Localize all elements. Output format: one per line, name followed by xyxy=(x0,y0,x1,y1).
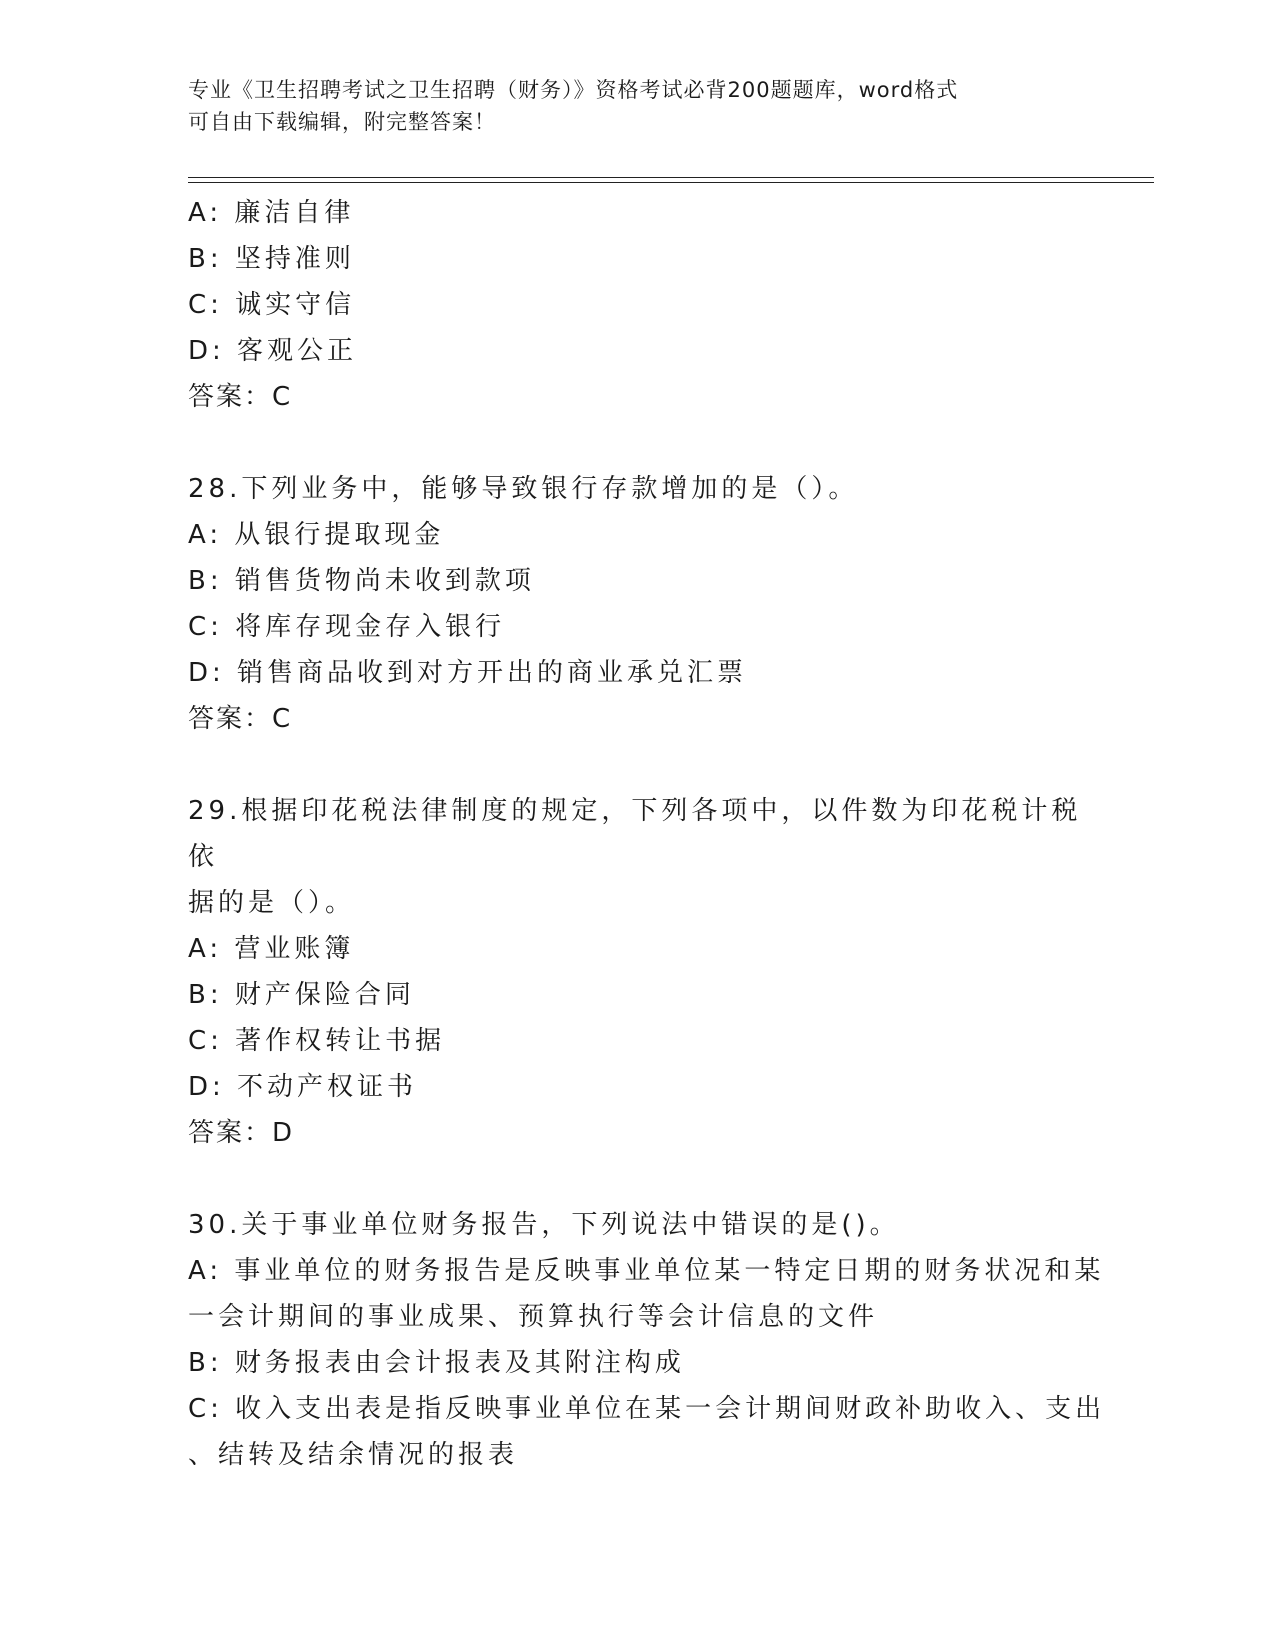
option-c: C: 将库存现金存入银行 xyxy=(188,612,506,642)
question-30 xyxy=(188,1202,1106,1478)
option-b: B: 坚持准则 xyxy=(188,244,355,274)
option-a: A: 从银行提取现金 xyxy=(188,520,445,550)
option-b: B: 销售货物尚未收到款项 xyxy=(188,566,535,596)
option-a-line-2: 一会计期间的事业成果、预算执行等会计信息的文件 xyxy=(188,1302,879,1332)
option-c-line-1: C: 收入支出表是指反映事业单位在某一会计期间财政补助收入、支出 xyxy=(188,1394,1106,1424)
answer: 答案：D xyxy=(188,1118,295,1148)
question-text: 28.下列业务中，能够导致银行存款增加的是（）。 xyxy=(188,474,859,504)
question-29 xyxy=(188,788,1088,1156)
question-text-line-1: 29.根据印花税法律制度的规定，下列各项中，以件数为印花税计税依 xyxy=(188,796,1082,872)
option-b: B: 财务报表由会计报表及其附注构成 xyxy=(188,1348,685,1378)
option-d: D: 不动产权证书 xyxy=(188,1072,418,1102)
header-line-1: 专业《卫生招聘考试之卫生招聘（财务）》资格考试必背200题题库，word格式 xyxy=(188,78,959,102)
document-header xyxy=(188,74,1088,138)
question-27 xyxy=(188,190,1088,420)
question-list xyxy=(188,190,1106,1478)
option-c-line-2: 、结转及结余情况的报表 xyxy=(188,1440,519,1470)
question-text: 30.关于事业单位财务报告，下列说法中错误的是()。 xyxy=(188,1210,900,1240)
option-a-line-1: A: 事业单位的财务报告是反映事业单位某一特定日期的财务状况和某 xyxy=(188,1256,1105,1286)
option-d: D: 销售商品收到对方开出的商业承兑汇票 xyxy=(188,658,748,688)
option-d: D: 客观公正 xyxy=(188,336,358,366)
option-a: A: 廉洁自律 xyxy=(188,198,355,228)
header-line-2: 可自由下载编辑，附完整答案！ xyxy=(188,110,496,134)
question-text-line-2: 据的是（）。 xyxy=(188,888,356,918)
option-c: C: 著作权转让书据 xyxy=(188,1026,446,1056)
answer: 答案：C xyxy=(188,704,293,734)
option-c: C: 诚实守信 xyxy=(188,290,356,320)
question-28 xyxy=(188,466,1088,742)
header-rule-bottom xyxy=(188,182,1154,183)
option-b: B: 财产保险合同 xyxy=(188,980,415,1010)
answer: 答案：C xyxy=(188,382,293,412)
option-a: A: 营业账簿 xyxy=(188,934,355,964)
header-rule-top xyxy=(188,177,1154,178)
